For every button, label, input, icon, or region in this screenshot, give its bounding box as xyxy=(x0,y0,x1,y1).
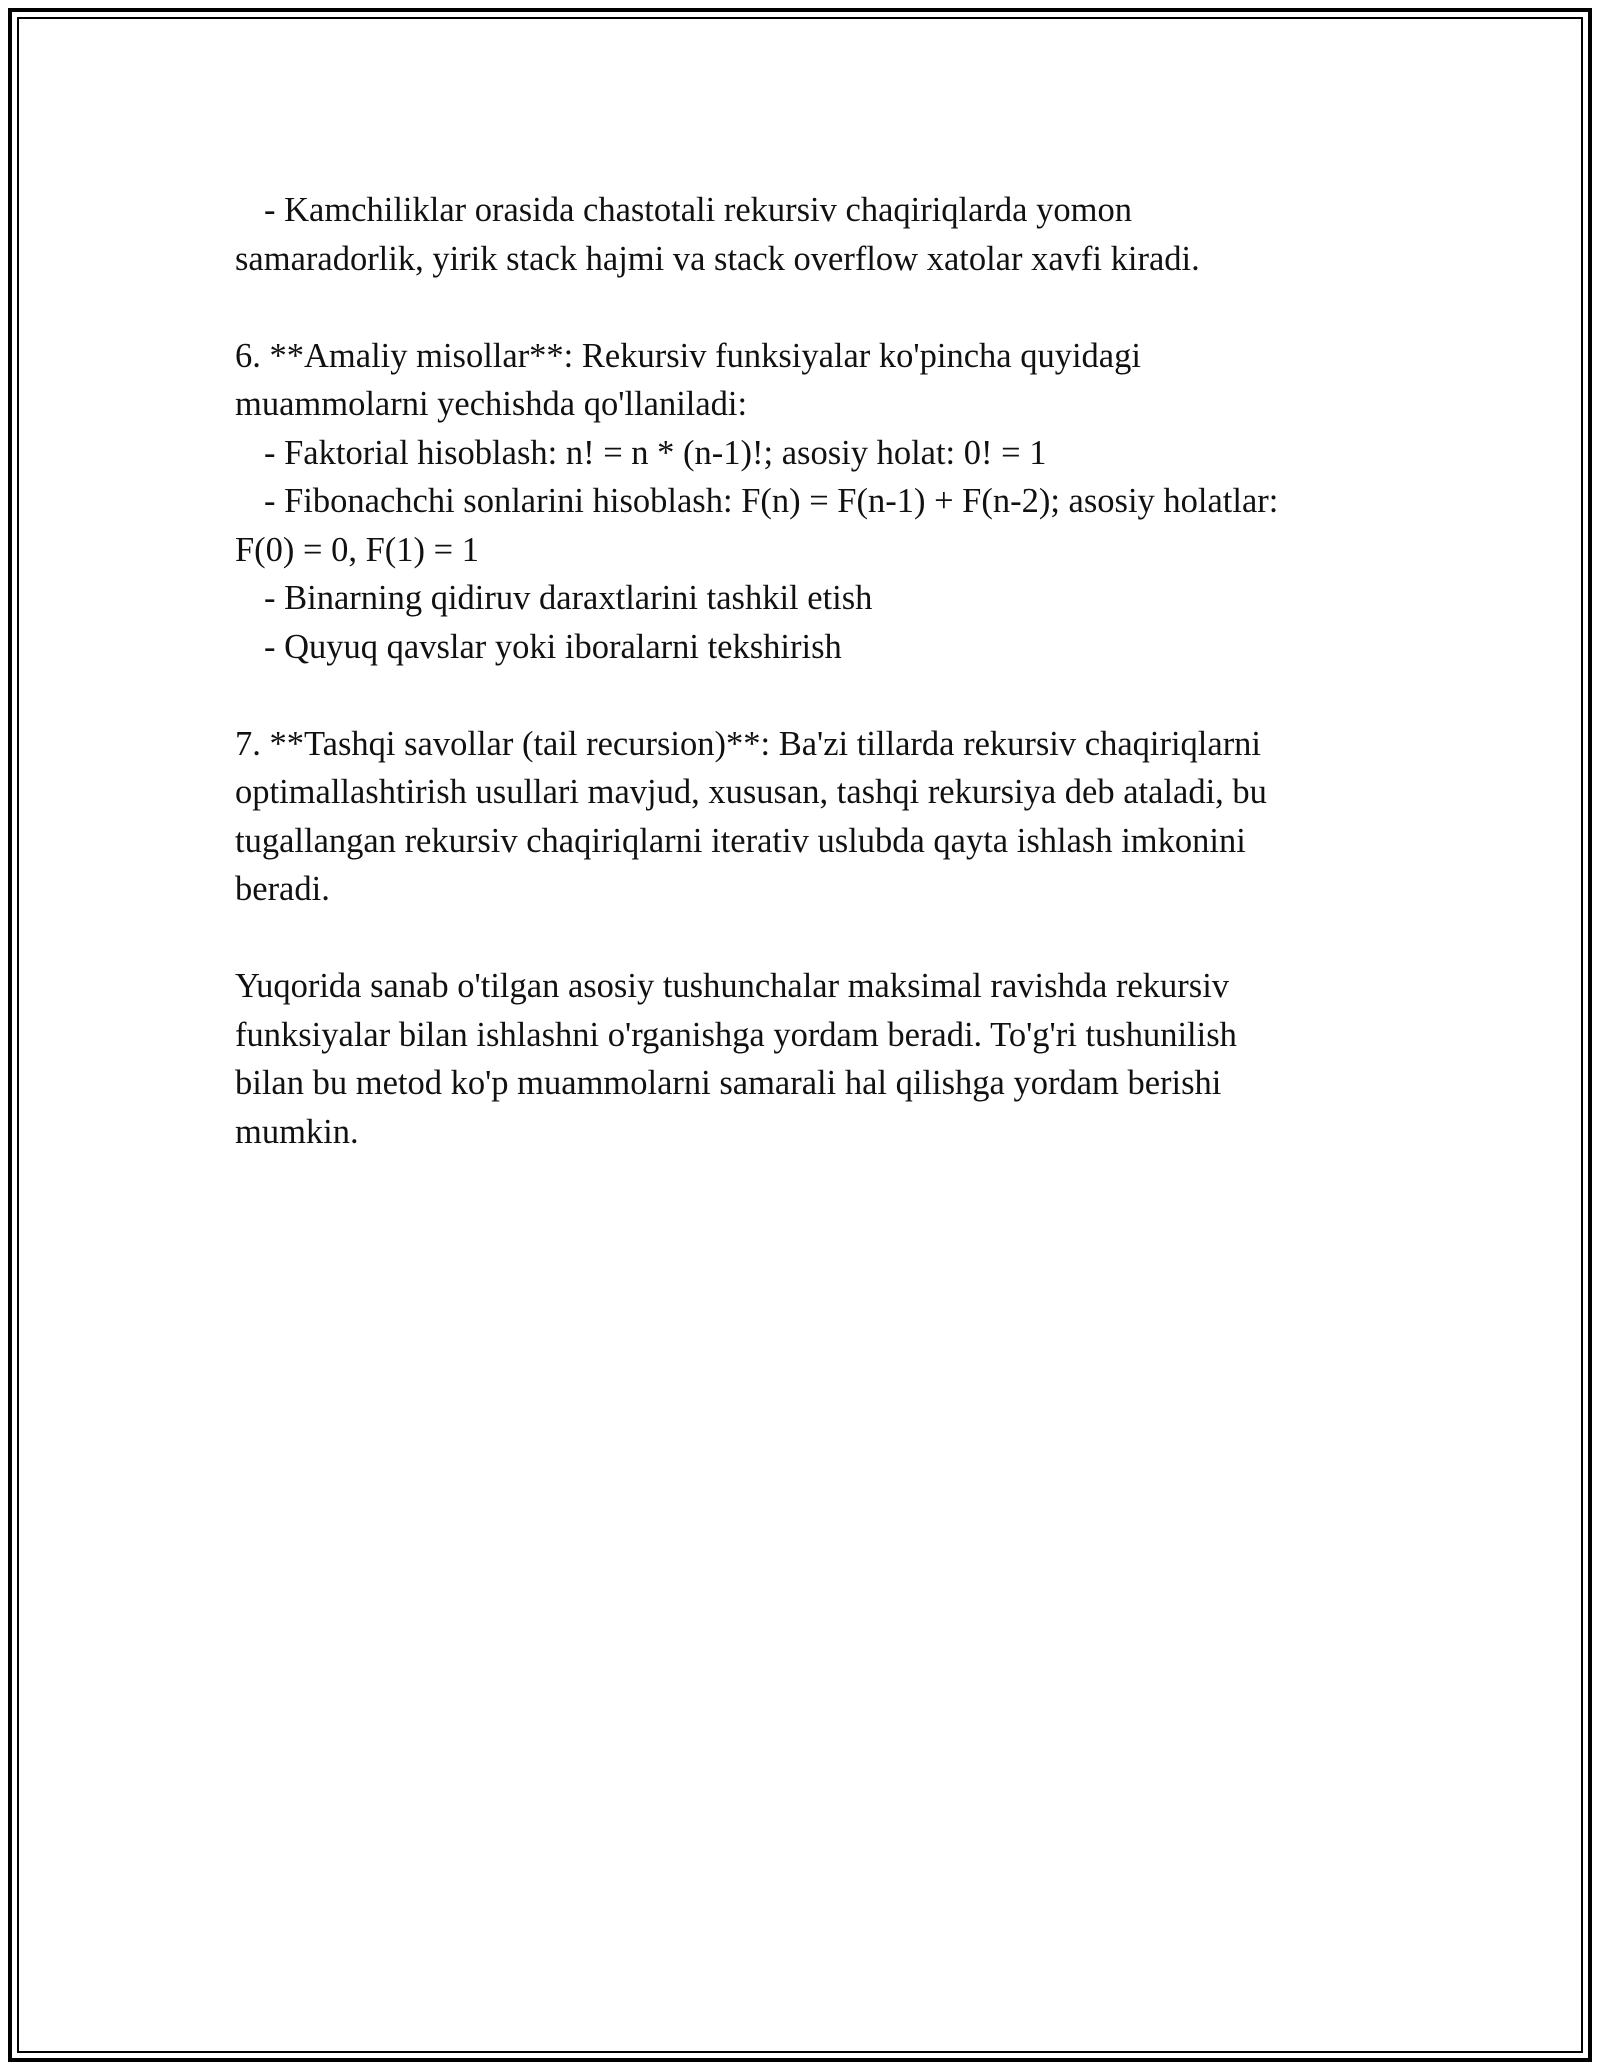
text-line: bilan bu metod ko'p muammolarni samarali hal qilishga yordam berishi xyxy=(235,1064,1222,1102)
text-line: funksiyalar bilan ishlashni o'rganishga yordam beradi. To'g'ri tushunilish xyxy=(235,1015,1237,1054)
list-item: - Faktorial hisoblash: n! = n * (n-1)!; asosiy holat: 0! = 1 xyxy=(264,433,1047,472)
text-line: - Kamchiliklar orasida chastotali rekursiv chaqiriqlarda yomon xyxy=(264,191,1132,229)
list-item: - Binarning qidiruv daraxtlarini tashkil etish xyxy=(264,579,873,617)
paragraph-gap xyxy=(235,283,1365,332)
text-line: samaradorlik, yirik stack hajmi va stack overflow xatolar xavfi kiradi. xyxy=(235,239,1200,278)
paragraph-conclusion xyxy=(235,962,1365,1156)
text-line: Yuqorida sanab o'tilgan asosiy tushunchalar maksimal ravishda rekursiv xyxy=(235,967,1230,1005)
text-line: beradi. xyxy=(235,870,330,908)
paragraph-drawbacks xyxy=(235,186,1365,283)
document-body xyxy=(235,186,1365,1156)
paragraph-tail-recursion xyxy=(235,720,1365,914)
paragraph-gap xyxy=(235,914,1365,963)
text-line: optimallashtirish usullari mavjud, xususan, tashqi rekursiya deb ataladi, bu xyxy=(235,773,1267,811)
text-line: mumkin. xyxy=(235,1112,359,1151)
text-line: tugallangan rekursiv chaqiriqlarni iterativ uslubda qayta ishlash imkonini xyxy=(235,821,1246,860)
paragraph-gap xyxy=(235,671,1365,720)
text-line: 7. **Tashqi savollar (tail recursion)**: Ba'zi tillarda rekursiv chaqiriqlarni xyxy=(235,724,1262,763)
list-item: - Fibonachchi sonlarini hisoblash: F(n) = F(n-1) + F(n-2); asosiy holatlar: xyxy=(264,482,1279,520)
text-line: muammolarni yechishda qo'llaniladi: xyxy=(235,385,748,423)
list-item: - Quyuq qavslar yoki iboralarni tekshirish xyxy=(264,627,842,666)
text-line: F(0) = 0, F(1) = 1 xyxy=(235,530,479,569)
text-line: 6. **Amaliy misollar**: Rekursiv funksiyalar ko'pincha quyidagi xyxy=(235,336,1141,375)
paragraph-practical-examples xyxy=(235,332,1365,672)
